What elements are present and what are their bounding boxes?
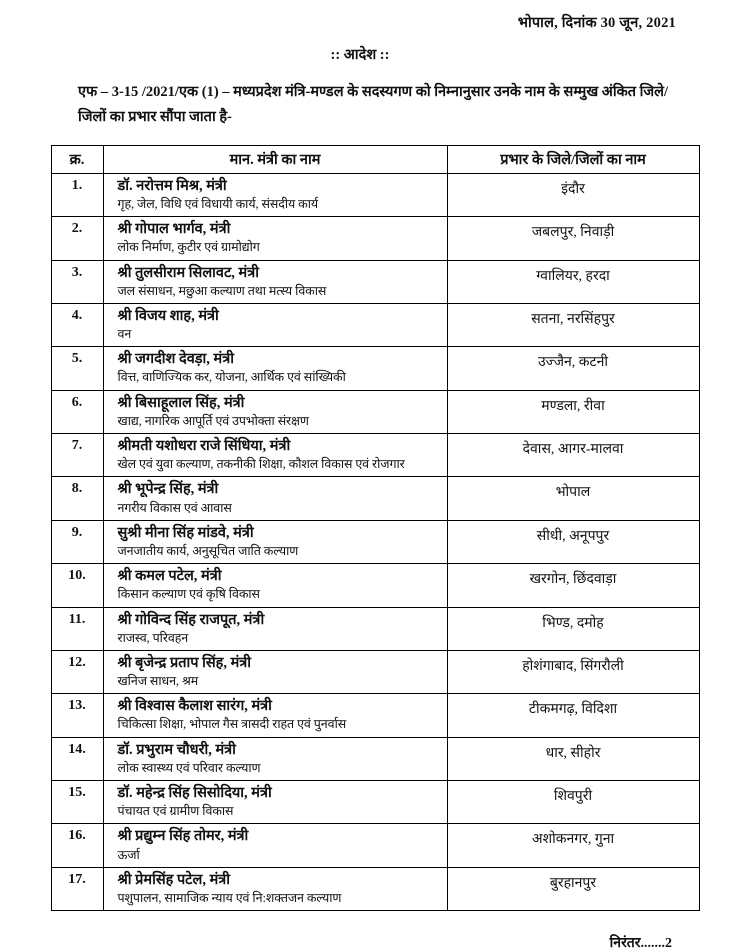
cell-serial: 14. — [51, 737, 103, 780]
order-intro-paragraph: एफ – 3-15 /2021/एक (1) – मध्यप्रदेश मंत्रि-मण्डल के सदस्यगण को निम्नानुसार उनके नाम के सम्मुख अंकित जिले/जिलों का प्रभार सौंपा जाता है- — [78, 84, 669, 126]
cell-districts: खरगोन, छिंदवाड़ा — [447, 564, 699, 607]
cell-districts: देवास, आगर-मालवा — [447, 434, 699, 477]
minister-portfolio: खनिज साधन, श्रम — [117, 674, 199, 688]
minister-portfolio: पंचायत एवं ग्रामीण विकास — [117, 804, 234, 819]
minister-name: श्री विश्वास कैलाश सारंग, मंत्री — [117, 698, 272, 715]
cell-minister — [103, 564, 447, 607]
cell-minister — [103, 303, 447, 346]
minister-portfolio: लोक स्वास्थ्य एवं परिवार कल्याण — [117, 760, 261, 775]
cell-serial: 1. — [51, 173, 103, 216]
cell-minister — [103, 434, 447, 477]
cell-serial: 11. — [51, 607, 103, 650]
cell-districts: धार, सीहोर — [447, 737, 699, 780]
cell-minister — [103, 867, 447, 910]
cell-districts: भोपाल — [447, 477, 699, 520]
table-row — [51, 650, 699, 693]
minister-portfolio: गृह, जेल, विधि एवं विधायी कार्य, संसदीय कार्य — [117, 196, 319, 211]
cell-districts: टीकमगढ़, विदिशा — [447, 694, 699, 737]
table-row — [51, 867, 699, 910]
cell-districts: होशंगाबाद, सिंगरौली — [447, 650, 699, 693]
cell-minister — [103, 694, 447, 737]
cell-serial: 13. — [51, 694, 103, 737]
minister-portfolio: किसान कल्याण एवं कृषि विकास — [117, 587, 260, 602]
cell-serial: 12. — [51, 650, 103, 693]
table-row — [51, 434, 699, 477]
minister-portfolio: जनजातीय कार्य, अनुसूचित जाति कल्याण — [117, 543, 299, 558]
cell-minister — [103, 390, 447, 433]
cell-minister — [103, 781, 447, 824]
minister-name: श्री गोपाल भार्गव, मंत्री — [117, 221, 231, 238]
cell-districts: ग्वालियर, हरदा — [447, 260, 699, 303]
document-date: भोपाल, दिनांक 30 जून, 2021 — [517, 15, 676, 31]
cell-minister — [103, 217, 447, 260]
minister-name: श्री प्रेमसिंह पटेल, मंत्री — [117, 871, 231, 888]
table-row — [51, 303, 699, 346]
cell-districts: बुरहानपुर — [447, 867, 699, 910]
cell-serial: 7. — [51, 434, 103, 477]
cell-districts: शिवपुरी — [447, 781, 699, 824]
minister-name: श्री भूपेन्द्र सिंह, मंत्री — [117, 481, 219, 498]
minister-name: श्री गोविन्द सिंह राजपूत, मंत्री — [117, 611, 265, 628]
table-row — [51, 173, 699, 216]
cell-districts: जबलपुर, निवाड़ी — [447, 217, 699, 260]
cell-serial: 2. — [51, 217, 103, 260]
cell-serial: 8. — [51, 477, 103, 520]
cell-minister — [103, 347, 447, 390]
cell-districts: उज्जैन, कटनी — [447, 347, 699, 390]
table-row — [51, 390, 699, 433]
cell-serial: 15. — [51, 781, 103, 824]
cell-serial: 6. — [51, 390, 103, 433]
minister-portfolio: खाद्य, नागरिक आपूर्ति एवं उपभोक्ता संरक्षण — [117, 413, 309, 428]
minister-name: सुश्री मीना सिंह मांडवे, मंत्री — [117, 524, 254, 541]
cell-minister — [103, 520, 447, 563]
minister-name: श्री कमल पटेल, मंत्री — [117, 568, 222, 585]
cell-districts: इंदौर — [447, 173, 699, 216]
cell-minister — [103, 824, 447, 867]
table-row — [51, 260, 699, 303]
minister-name: श्री प्रद्युम्न सिंह तोमर, मंत्री — [117, 828, 249, 845]
order-heading: :: आदेश :: — [330, 47, 390, 63]
cell-serial: 5. — [51, 347, 103, 390]
minister-name: श्रीमती यशोधरा राजे सिंधिया, मंत्री — [117, 438, 291, 454]
table-row — [51, 824, 699, 867]
minister-portfolio: वित्त, वाणिज्यिक कर, योजना, आर्थिक एवं सांख्यिकी — [117, 370, 346, 385]
table-row — [51, 781, 699, 824]
table-row — [51, 477, 699, 520]
minister-portfolio: वन — [117, 327, 132, 341]
column-header-minister-name: मान. मंत्री का नाम — [103, 145, 447, 173]
continuation-note: निरंतर.......2 — [609, 936, 672, 952]
minister-portfolio: पशुपालन, सामाजिक न्याय एवं नि:शक्तजन कल्याण — [117, 890, 342, 905]
cell-districts: मण्डला, रीवा — [447, 390, 699, 433]
table-row — [51, 607, 699, 650]
minister-portfolio: खेल एवं युवा कल्याण, तकनीकी शिक्षा, कौशल विकास एवं रोजगार — [117, 457, 405, 472]
cell-minister — [103, 260, 447, 303]
table-row — [51, 217, 699, 260]
cell-minister — [103, 477, 447, 520]
cell-serial: 17. — [51, 867, 103, 910]
minister-name: श्री विजय शाह, मंत्री — [117, 307, 219, 324]
minister-name: श्री बृजेन्द्र प्रताप सिंह, मंत्री — [117, 654, 252, 671]
cell-serial: 16. — [51, 824, 103, 867]
cell-serial: 4. — [51, 303, 103, 346]
minister-portfolio: जल संसाधन, मछुआ कल्याण तथा मत्स्य विकास — [117, 283, 327, 298]
minister-name: डॉ. महेन्द्र सिंह सिसोदिया, मंत्री — [117, 785, 272, 801]
cell-minister — [103, 737, 447, 780]
cell-districts: सीधी, अनूपपुर — [447, 520, 699, 563]
table-row — [51, 520, 699, 563]
table-row — [51, 694, 699, 737]
table-header-row — [51, 145, 699, 173]
minister-name: डॉ. प्रभुराम चौधरी, मंत्री — [117, 741, 236, 758]
table-row — [51, 347, 699, 390]
minister-portfolio: राजस्व, परिवहन — [117, 630, 189, 645]
minister-portfolio: ऊर्जा — [117, 847, 140, 862]
table-row — [51, 564, 699, 607]
cell-districts: अशोकनगर, गुना — [447, 824, 699, 867]
cell-minister — [103, 650, 447, 693]
cell-districts: सतना, नरसिंहपुर — [447, 303, 699, 346]
minister-portfolio: नगरीय विकास एवं आवास — [117, 500, 232, 515]
column-header-districts: प्रभार के जिले/जिलों का नाम — [447, 145, 699, 173]
cell-serial: 10. — [51, 564, 103, 607]
minister-portfolio: लोक निर्माण, कुटीर एवं ग्रामोद्योग — [117, 240, 260, 255]
column-header-serial: क्र. — [51, 145, 103, 173]
minister-name: श्री बिसाहूलाल सिंह, मंत्री — [117, 394, 245, 411]
minister-name: श्री तुलसीराम सिलावट, मंत्री — [117, 264, 259, 281]
cell-minister — [103, 607, 447, 650]
table-row — [51, 737, 699, 780]
minister-portfolio: चिकित्सा शिक्षा, भोपाल गैस त्रासदी राहत एवं पुनर्वास — [117, 717, 347, 732]
cabinet-portfolio-table — [51, 145, 700, 911]
minister-name: डॉ. नरोत्तम मिश्र, मंत्री — [117, 177, 227, 194]
cell-serial: 9. — [51, 520, 103, 563]
cell-serial: 3. — [51, 260, 103, 303]
minister-name: श्री जगदीश देवड़ा, मंत्री — [117, 351, 234, 368]
cell-minister — [103, 173, 447, 216]
cell-districts: भिण्ड, दमोह — [447, 607, 699, 650]
table-body — [51, 173, 699, 910]
